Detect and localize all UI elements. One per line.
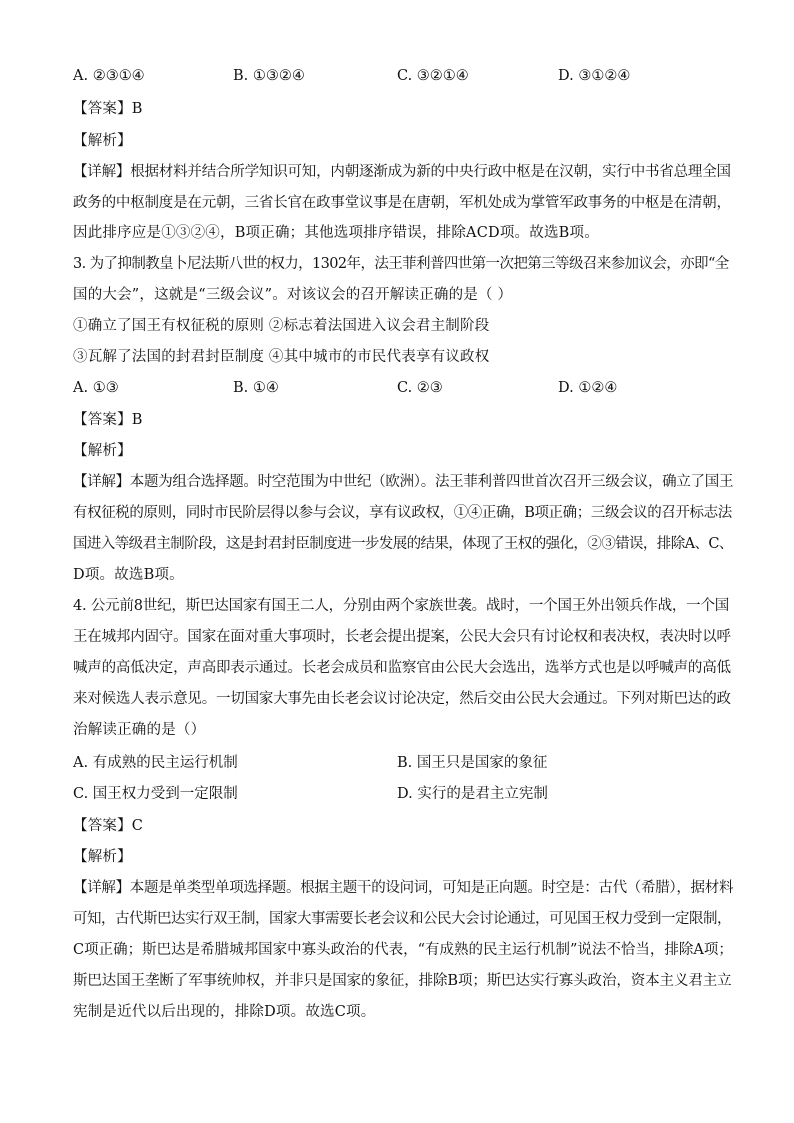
q3-stem-line-2: 国的大会”，这就是“三级会议”。对该议会的召开解读正确的是（ ） bbox=[73, 287, 513, 303]
q2-detail-line-1: 【详解】根据材料并结合所学知识可知，内朝逐渐成为新的中央行政中枢是在汉朝，实行中书省总理全国 bbox=[73, 164, 731, 180]
q3-option-d: D. ①②④ bbox=[558, 380, 618, 396]
q4-stem-line-5: 治解读正确的是（） bbox=[73, 722, 206, 738]
q3-detail-line-4: D项。故选B项。 bbox=[73, 567, 184, 583]
q2-detail-line-2: 政务的中枢制度是在元朝，三省长官在政事堂议事是在唐朝，军机处成为掌管军政事务的中枢是在清朝， bbox=[73, 195, 731, 211]
q4-stem-line-2: 王在城邦内固守。国家在面对重大事项时，长老会提出提案，公民大会只有讨论权和表决权，表决时以呼 bbox=[73, 629, 731, 645]
q4-option-d: D. 实行的是君主立宪制 bbox=[397, 786, 548, 802]
q3-option-a: A. ①③ bbox=[73, 380, 119, 396]
q4-stem-line-1: 4. 公元前8世纪，斯巴达国家有国王二人，分别由两个家族世袭。战时，一个国王外出领兵作战，一个国 bbox=[73, 598, 730, 614]
q2-option-b: B. ①③②④ bbox=[233, 68, 305, 84]
q2-option-d: D. ③①②④ bbox=[558, 68, 631, 84]
q3-option-b: B. ①④ bbox=[233, 380, 279, 396]
q2-option-c: C. ③②①④ bbox=[397, 68, 469, 84]
q4-detail-line-3: C项正确；斯巴达是希腊城邦国家中寡头政治的代表，“有成熟的民主运行机制”说法不恰当，排除A项； bbox=[73, 942, 733, 958]
q4-detail-line-1: 【详解】本题是单类型单项选择题。根据主题干的设问词，可知是正向题。时空是：古代（希腊），据材料 bbox=[73, 880, 734, 896]
q4-option-b: B. 国王只是国家的象征 bbox=[397, 755, 548, 771]
q2-analysis-label: 【解析】 bbox=[73, 133, 132, 149]
q3-stem-line-1: 3. 为了抑制教皇卜尼法斯八世的权力，1302年，法王菲利普四世第一次把第三等级召来参加议会，亦即“全 bbox=[73, 256, 729, 272]
q4-option-a: A. 有成熟的民主运行机制 bbox=[73, 755, 238, 771]
q3-detail-line-3: 国进入等级君主制阶段，这是封君封臣制度进一步发展的结果，体现了王权的强化，②③错误，排除A、C、 bbox=[73, 536, 733, 552]
q4-detail-line-2: 可知，古代斯巴达实行双王制，国家大事需要长老会议和公民大会讨论通过，可见国王权力受到一定限制， bbox=[73, 911, 731, 927]
q4-analysis-label: 【解析】 bbox=[73, 849, 132, 865]
q3-statement-line-1: ①确立了国王有权征税的原则 ②标志着法国进入议会君主制阶段 bbox=[73, 318, 490, 334]
q2-option-a: A. ②③①④ bbox=[73, 68, 145, 84]
q4-detail-line-4: 斯巴达国王垄断了军事统帅权，并非只是国家的象征，排除B项；斯巴达实行寡头政治，资本主义君主立 bbox=[73, 973, 732, 989]
q3-analysis-label: 【解析】 bbox=[73, 443, 132, 459]
q2-detail-line-3: 因此排序应是①③②④，B项正确；其他选项排序错误，排除ACD项。故选B项。 bbox=[73, 225, 599, 241]
q4-option-c: C. 国王权力受到一定限制 bbox=[73, 786, 238, 802]
q3-statement-line-2: ③瓦解了法国的封君封臣制度 ④其中城市的市民代表享有议政权 bbox=[73, 349, 490, 365]
q4-stem-line-4: 来对候选人表示意见。一切国家大事先由长老会议讨论决定，然后交由公民大会通过。下列对斯巴达的政 bbox=[73, 691, 731, 707]
q3-answer: 【答案】B bbox=[73, 412, 143, 428]
q4-stem-line-3: 喊声的高低决定，声高即表示通过。长老会成员和监察官由公民大会选出，选举方式也是以呼喊声的高低 bbox=[73, 660, 731, 676]
q4-answer: 【答案】C bbox=[73, 818, 144, 834]
q4-detail-line-5: 宪制是近代以后出现的，排除D项。故选C项。 bbox=[73, 1004, 376, 1020]
q3-detail-line-1: 【详解】本题为组合选择题。时空范围为中世纪（欧洲）。法王菲利普四世首次召开三级会议，确立了国王 bbox=[73, 474, 734, 490]
q3-detail-line-2: 有权征税的原则，同时市民阶层得以参与会议，享有议政权，①④正确，B项正确；三级会议的召开标志法 bbox=[73, 505, 732, 521]
q2-answer: 【答案】B bbox=[73, 101, 143, 117]
q3-option-c: C. ②③ bbox=[397, 380, 443, 396]
